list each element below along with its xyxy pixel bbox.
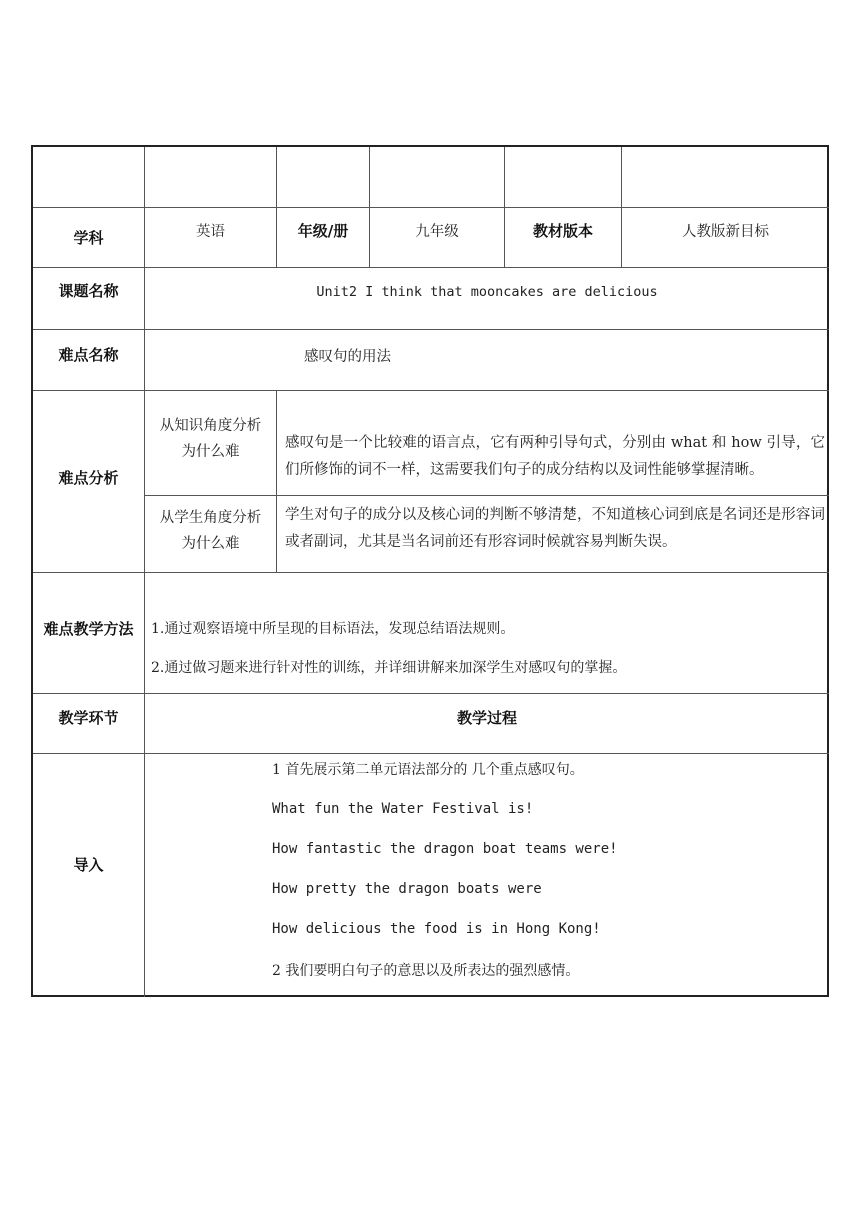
difficulty-label: 难点名称 [58, 345, 119, 364]
intro-line-2: What fun the Water Festival is! [272, 801, 534, 817]
topic-value: Unit2 I think that mooncakes are delicious [316, 284, 658, 300]
row-divider [33, 390, 829, 391]
row-divider [144, 495, 829, 496]
row-divider [33, 329, 829, 330]
process-header: 教学过程 [456, 708, 517, 727]
intro-line-1: 1 首先展示第二单元语法部分的 几个重点感叹句。 [272, 762, 584, 778]
difficulty-value: 感叹句的用法 [304, 349, 391, 365]
intro-line-3: How fantastic the dragon boat teams were! [272, 841, 618, 857]
method-item-1: 1.通过观察语境中所呈现的目标语法，发现总结语法规则。 [151, 621, 515, 637]
lesson-plan-table [31, 145, 829, 997]
topic-label: 课题名称 [58, 281, 119, 300]
knowledge-angle-label-line2: 为什么难 [181, 444, 240, 460]
method-label: 难点教学方法 [43, 619, 134, 638]
intro-label: 导入 [73, 855, 104, 874]
grade-value: 九年级 [415, 223, 459, 240]
grade-label: 年级/册 [297, 221, 349, 240]
stage-header: 教学环节 [58, 708, 119, 727]
intro-line-5: How delicious the food is in Hong Kong! [272, 921, 601, 937]
row-divider [33, 572, 829, 573]
subject-label: 学科 [73, 228, 104, 247]
intro-line-4: How pretty the dragon boats were [272, 881, 542, 897]
textbook-value: 人教版新目标 [682, 223, 769, 240]
student-angle-label [145, 501, 276, 561]
knowledge-angle-label-line1: 从知识角度分析 [159, 418, 262, 434]
student-angle-label-line1: 从学生角度分析 [159, 510, 262, 526]
textbook-label: 教材版本 [532, 221, 593, 240]
subject-value: 英语 [196, 223, 225, 240]
intro-line-6: 2 我们要明白句子的意思以及所表达的强烈感情。 [272, 963, 580, 979]
analysis-label: 难点分析 [58, 468, 119, 487]
student-angle-text: 学生对句子的成分以及核心词的判断不够清楚，不知道核心词到底是名词还是形容词或者副词，尤其是当名词前还有形容词时候就容易判断失误。 [285, 507, 825, 550]
column-divider [276, 390, 277, 572]
student-angle-label-line2: 为什么难 [181, 536, 240, 552]
method-item-2: 2.通过做习题来进行针对性的训练，并详细讲解来加深学生对感叹句的掌握。 [151, 660, 627, 676]
row-divider [33, 753, 829, 754]
knowledge-angle-text: 感叹句是一个比较难的语言点，它有两种引导句式，分别由 what 和 how 引导，它们所修饰的词不一样，这需要我们句子的成分结构以及词性能够掌握清晰。 [285, 435, 825, 478]
knowledge-angle-label [145, 409, 276, 469]
